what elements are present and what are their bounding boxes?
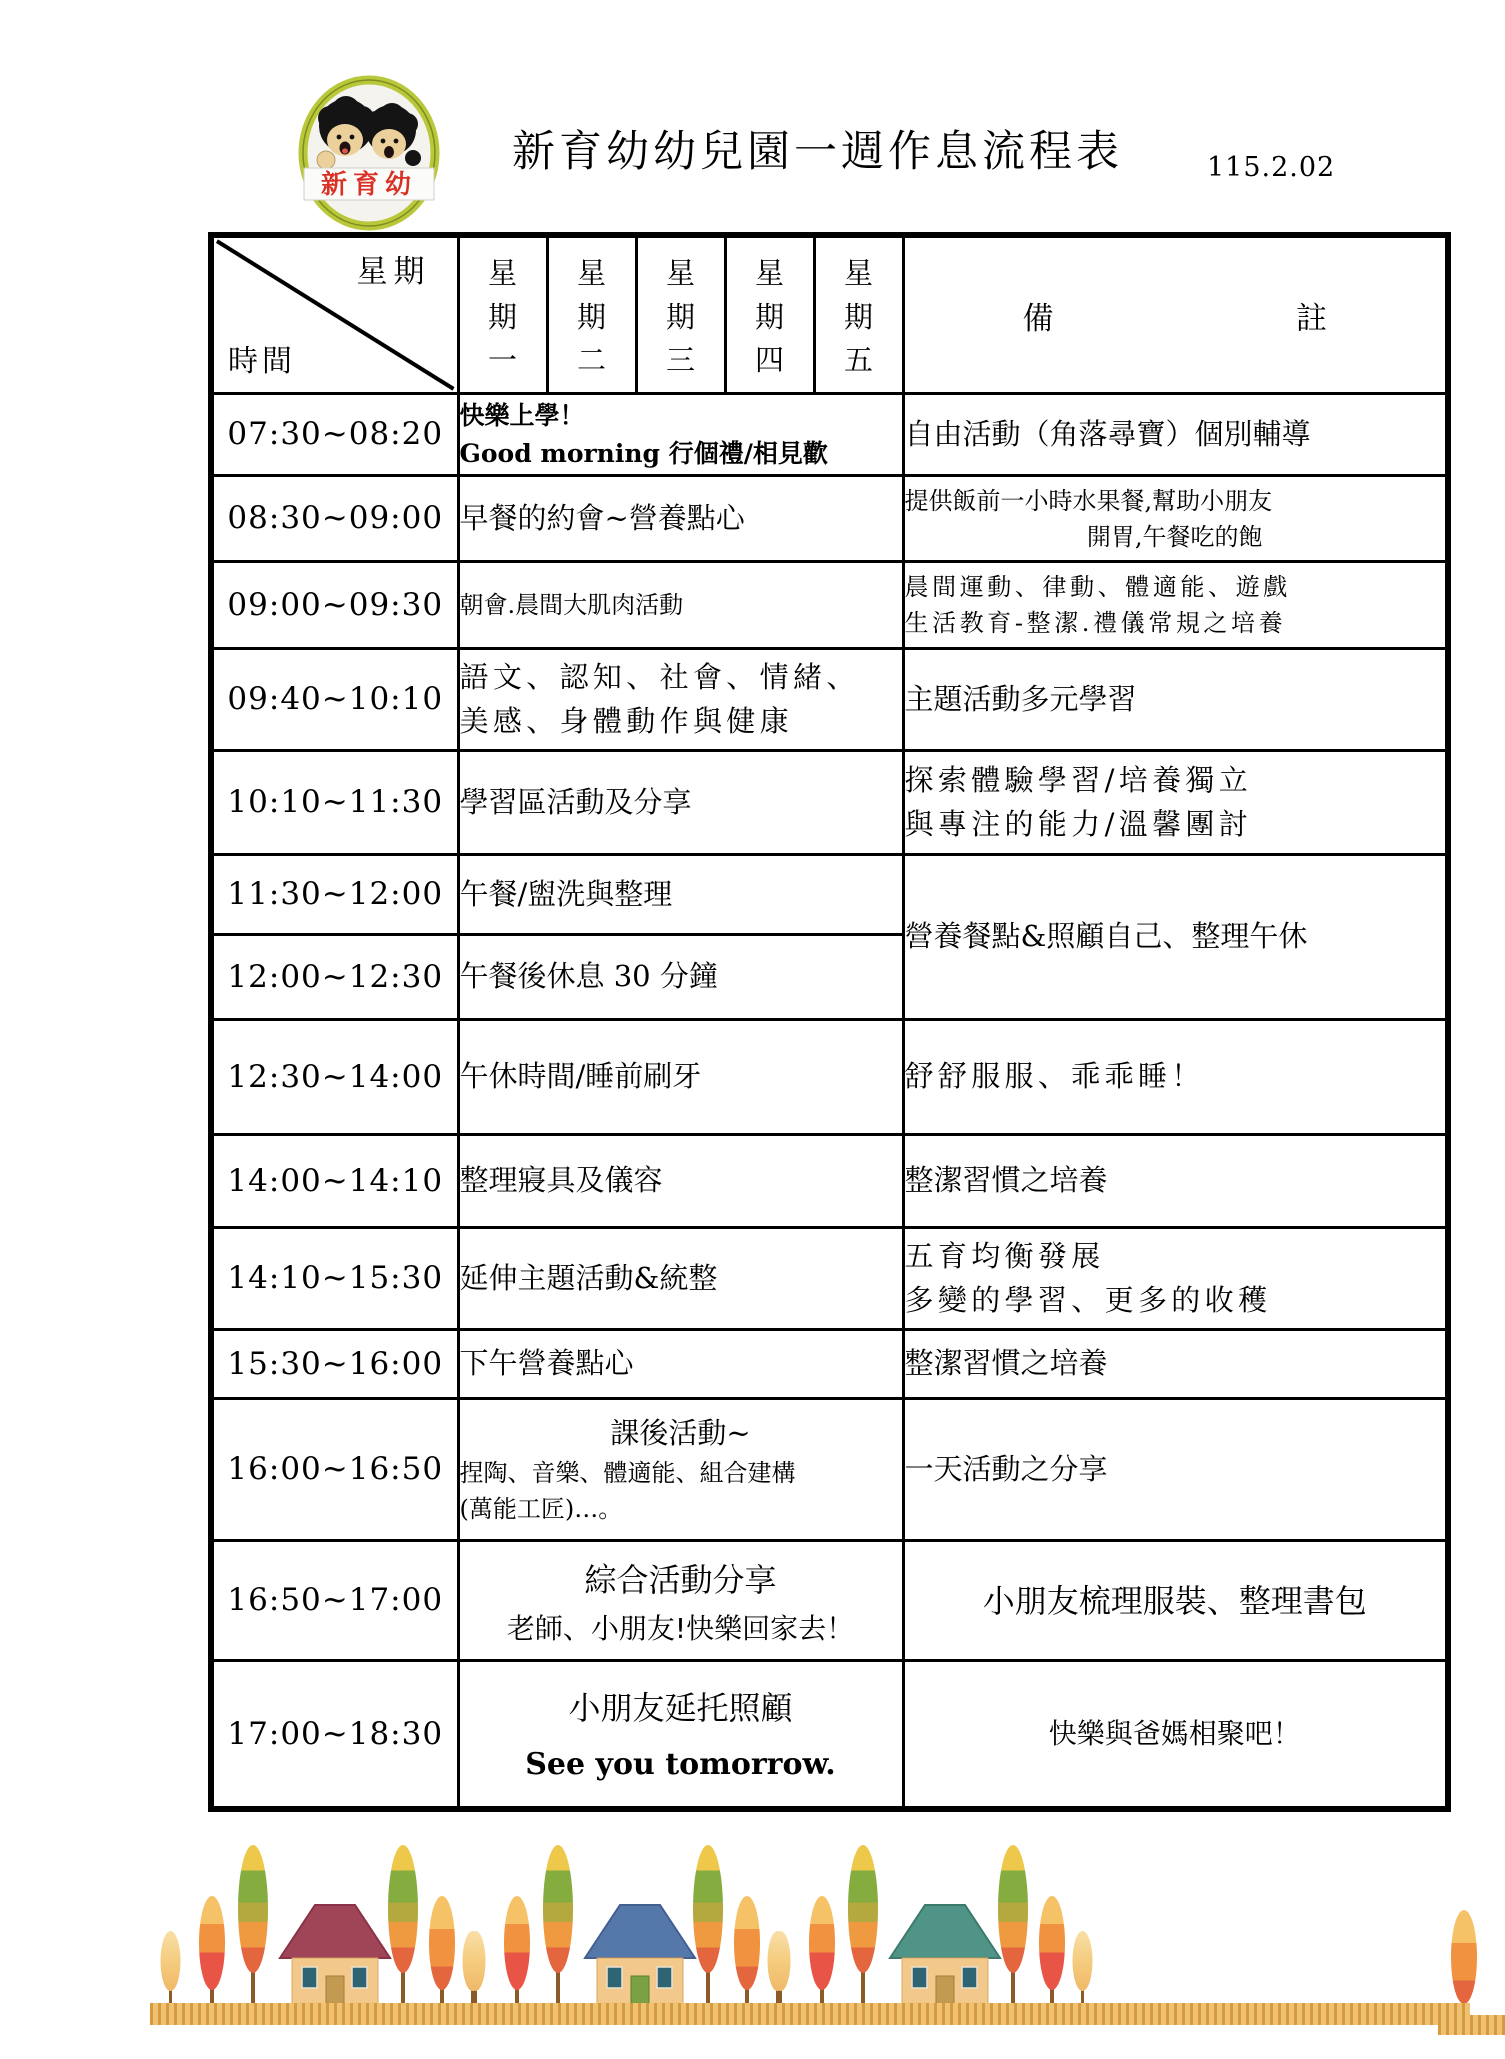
table-row bbox=[211, 855, 1448, 935]
text-line: 整理寢具及儀容 bbox=[459, 1163, 663, 1198]
remark-cell bbox=[903, 649, 1448, 751]
time-cell bbox=[211, 1228, 458, 1330]
text-line: 提供飯前一小時水果餐,幫助小朋友 bbox=[904, 486, 1273, 515]
time-cell bbox=[211, 855, 458, 935]
text-line: 午餐後休息 30 分鐘 bbox=[459, 959, 718, 994]
table-row bbox=[211, 476, 1448, 562]
day-header-4: 星 期 四 bbox=[725, 235, 814, 394]
day-header-2: 星 期 二 bbox=[547, 235, 636, 394]
time-cell bbox=[211, 394, 458, 476]
text-line: 12:00~12:30 bbox=[227, 958, 444, 995]
text-line: 早餐的約會~營養點心 bbox=[459, 500, 745, 535]
kids-badge-logo bbox=[296, 74, 442, 232]
activity-cell bbox=[458, 1020, 903, 1135]
remark-cell bbox=[903, 1020, 1448, 1135]
table-row bbox=[211, 649, 1448, 751]
schedule-body bbox=[211, 394, 1448, 1809]
table-row bbox=[211, 1135, 1448, 1228]
text-line: 課後活動~ bbox=[610, 1415, 751, 1450]
text-line: 生活教育-整潔.禮儀常規之培養 bbox=[904, 609, 1287, 637]
text-line: 學習區活動及分享 bbox=[459, 784, 692, 819]
time-cell bbox=[211, 476, 458, 562]
corner-cell bbox=[211, 235, 458, 394]
text-line: 14:00~14:10 bbox=[227, 1162, 444, 1199]
logo-text: 新育幼 bbox=[320, 170, 418, 200]
activity-cell bbox=[458, 476, 903, 562]
time-cell bbox=[211, 1541, 458, 1661]
text-line: 綜合活動分享 bbox=[584, 1560, 777, 1599]
table-row bbox=[211, 1330, 1448, 1399]
remark-cell bbox=[903, 855, 1448, 1020]
ground-strip-right bbox=[1438, 2015, 1505, 2035]
activity-cell bbox=[458, 935, 903, 1020]
remark-cell bbox=[903, 562, 1448, 649]
remark-cell bbox=[903, 1330, 1448, 1399]
text-line: 捏陶、音樂、體適能、組合建構 bbox=[459, 1459, 796, 1488]
table-row bbox=[211, 394, 1448, 476]
text-line: 15:30~16:00 bbox=[227, 1345, 444, 1382]
text-line: 11:30~12:00 bbox=[227, 876, 444, 913]
table-row bbox=[211, 1020, 1448, 1135]
text-line: 主題活動多元學習 bbox=[904, 681, 1137, 716]
text-line: 17:00~18:30 bbox=[227, 1715, 444, 1752]
time-cell bbox=[211, 1399, 458, 1541]
house-group-red bbox=[161, 1845, 483, 2005]
text-line: 探索體驗學習/培養獨立 bbox=[904, 763, 1253, 797]
header-row bbox=[211, 235, 1448, 394]
house-group-teal bbox=[771, 1845, 1093, 2005]
text-line: 16:50~17:00 bbox=[227, 1582, 444, 1619]
remark-cell bbox=[903, 1399, 1448, 1541]
text-line: (萬能工匠)…。 bbox=[459, 1495, 623, 1524]
text-line: Good morning 行個禮/相見歡 bbox=[459, 438, 828, 468]
text-line: 08:30~09:00 bbox=[227, 500, 444, 537]
page-title: 新育幼幼兒園一週作息流程表 bbox=[512, 127, 1123, 177]
time-cell bbox=[211, 1661, 458, 1809]
day-header-1: 星 期 一 bbox=[458, 235, 547, 394]
text-line: 午餐/盥洗與整理 bbox=[459, 876, 673, 911]
activity-cell bbox=[458, 562, 903, 649]
corner-week-label: 星期 bbox=[356, 254, 431, 290]
text-line: 07:30~08:20 bbox=[227, 416, 444, 453]
activity-cell bbox=[458, 1135, 903, 1228]
text-line: 語文、認知、社會、情緒、 bbox=[459, 660, 860, 694]
day-header-5: 星 期 五 bbox=[814, 235, 903, 394]
text-line: 老師、小朋友!快樂回家去！ bbox=[506, 1611, 855, 1645]
text-line: 快樂上學！ bbox=[459, 401, 585, 430]
time-cell bbox=[211, 751, 458, 855]
text-line: 09:40~10:10 bbox=[227, 681, 444, 718]
text-line: See you tomorrow. bbox=[525, 1747, 836, 1783]
text-line: 下午營養點心 bbox=[459, 1346, 634, 1381]
time-cell bbox=[211, 1135, 458, 1228]
activity-cell bbox=[458, 751, 903, 855]
table-row bbox=[211, 1661, 1448, 1809]
corner-time-label: 時間 bbox=[228, 344, 296, 379]
text-line: 09:00~09:30 bbox=[227, 586, 444, 623]
activity-cell bbox=[458, 1661, 903, 1809]
text-line: 整潔習慣之培養 bbox=[904, 1346, 1108, 1381]
text-line: 舒舒服服、乖乖睡！ bbox=[904, 1059, 1205, 1094]
text-line: 營養餐點&照顧自己、整理午休 bbox=[904, 919, 1308, 954]
remark-cell bbox=[903, 1541, 1448, 1661]
day-header-3: 星 期 三 bbox=[636, 235, 725, 394]
table-row bbox=[211, 1228, 1448, 1330]
activity-cell bbox=[458, 855, 903, 935]
remark-cell bbox=[903, 1228, 1448, 1330]
remark-header bbox=[903, 235, 1448, 394]
text-line: 12:30~14:00 bbox=[227, 1058, 444, 1095]
time-cell bbox=[211, 649, 458, 751]
text-line: 16:00~16:50 bbox=[227, 1451, 444, 1488]
text-line: 與專注的能力/溫馨團討 bbox=[904, 806, 1253, 841]
text-line: 快樂與爸媽相聚吧！ bbox=[1048, 1716, 1301, 1750]
text-line: 美感、身體動作與健康 bbox=[459, 703, 794, 738]
remark-cell bbox=[903, 394, 1448, 476]
text-line: 五育均衡發展 bbox=[904, 1239, 1105, 1273]
activity-cell bbox=[458, 649, 903, 751]
text-line: 小朋友梳理服裝、整理書包 bbox=[982, 1581, 1367, 1620]
activity-cell bbox=[458, 1399, 903, 1541]
text-line: 自由活動（角落尋寶）個別輔導 bbox=[904, 416, 1311, 451]
time-cell bbox=[211, 1330, 458, 1399]
tree-right-edge bbox=[1451, 1910, 1477, 2019]
text-line: 10:10~11:30 bbox=[227, 784, 444, 821]
activity-cell bbox=[458, 1228, 903, 1330]
ground-strip bbox=[150, 2003, 1470, 2025]
remark-cell bbox=[903, 476, 1448, 562]
text-line: 晨間運動、律動、體適能、遊戲 bbox=[904, 573, 1291, 601]
remark-header-text: 備 註 bbox=[1022, 300, 1327, 337]
text-line: 開胃,午餐吃的飽 bbox=[1086, 522, 1263, 551]
text-line: 延伸主題活動&統整 bbox=[459, 1260, 718, 1295]
activity-cell bbox=[458, 1541, 903, 1661]
remark-cell bbox=[903, 1661, 1448, 1809]
time-cell bbox=[211, 562, 458, 649]
text-line: 14:10~15:30 bbox=[227, 1260, 444, 1297]
remark-cell bbox=[903, 1135, 1448, 1228]
document-date: 115.2.02 bbox=[1207, 152, 1336, 183]
table-row bbox=[211, 1399, 1448, 1541]
activity-cell bbox=[458, 1330, 903, 1399]
remark-cell bbox=[903, 751, 1448, 855]
table-row bbox=[211, 562, 1448, 649]
activity-cell bbox=[458, 394, 903, 476]
time-cell bbox=[211, 1020, 458, 1135]
text-line: 午休時間/睡前刷牙 bbox=[459, 1059, 702, 1094]
text-line: 多變的學習、更多的收穫 bbox=[904, 1282, 1272, 1317]
time-cell bbox=[211, 935, 458, 1020]
text-line: 朝會.晨間大肌肉活動 bbox=[459, 591, 684, 619]
table-row bbox=[211, 1541, 1448, 1661]
text-line: 小朋友延托照顧 bbox=[568, 1689, 793, 1728]
schedule-table bbox=[208, 232, 1451, 1812]
house-group-blue bbox=[466, 1845, 788, 2005]
text-line: 整潔習慣之培養 bbox=[904, 1163, 1108, 1198]
table-row bbox=[211, 751, 1448, 855]
houses-and-trees-border bbox=[150, 1843, 1505, 2043]
text-line: 一天活動之分享 bbox=[904, 1451, 1108, 1486]
